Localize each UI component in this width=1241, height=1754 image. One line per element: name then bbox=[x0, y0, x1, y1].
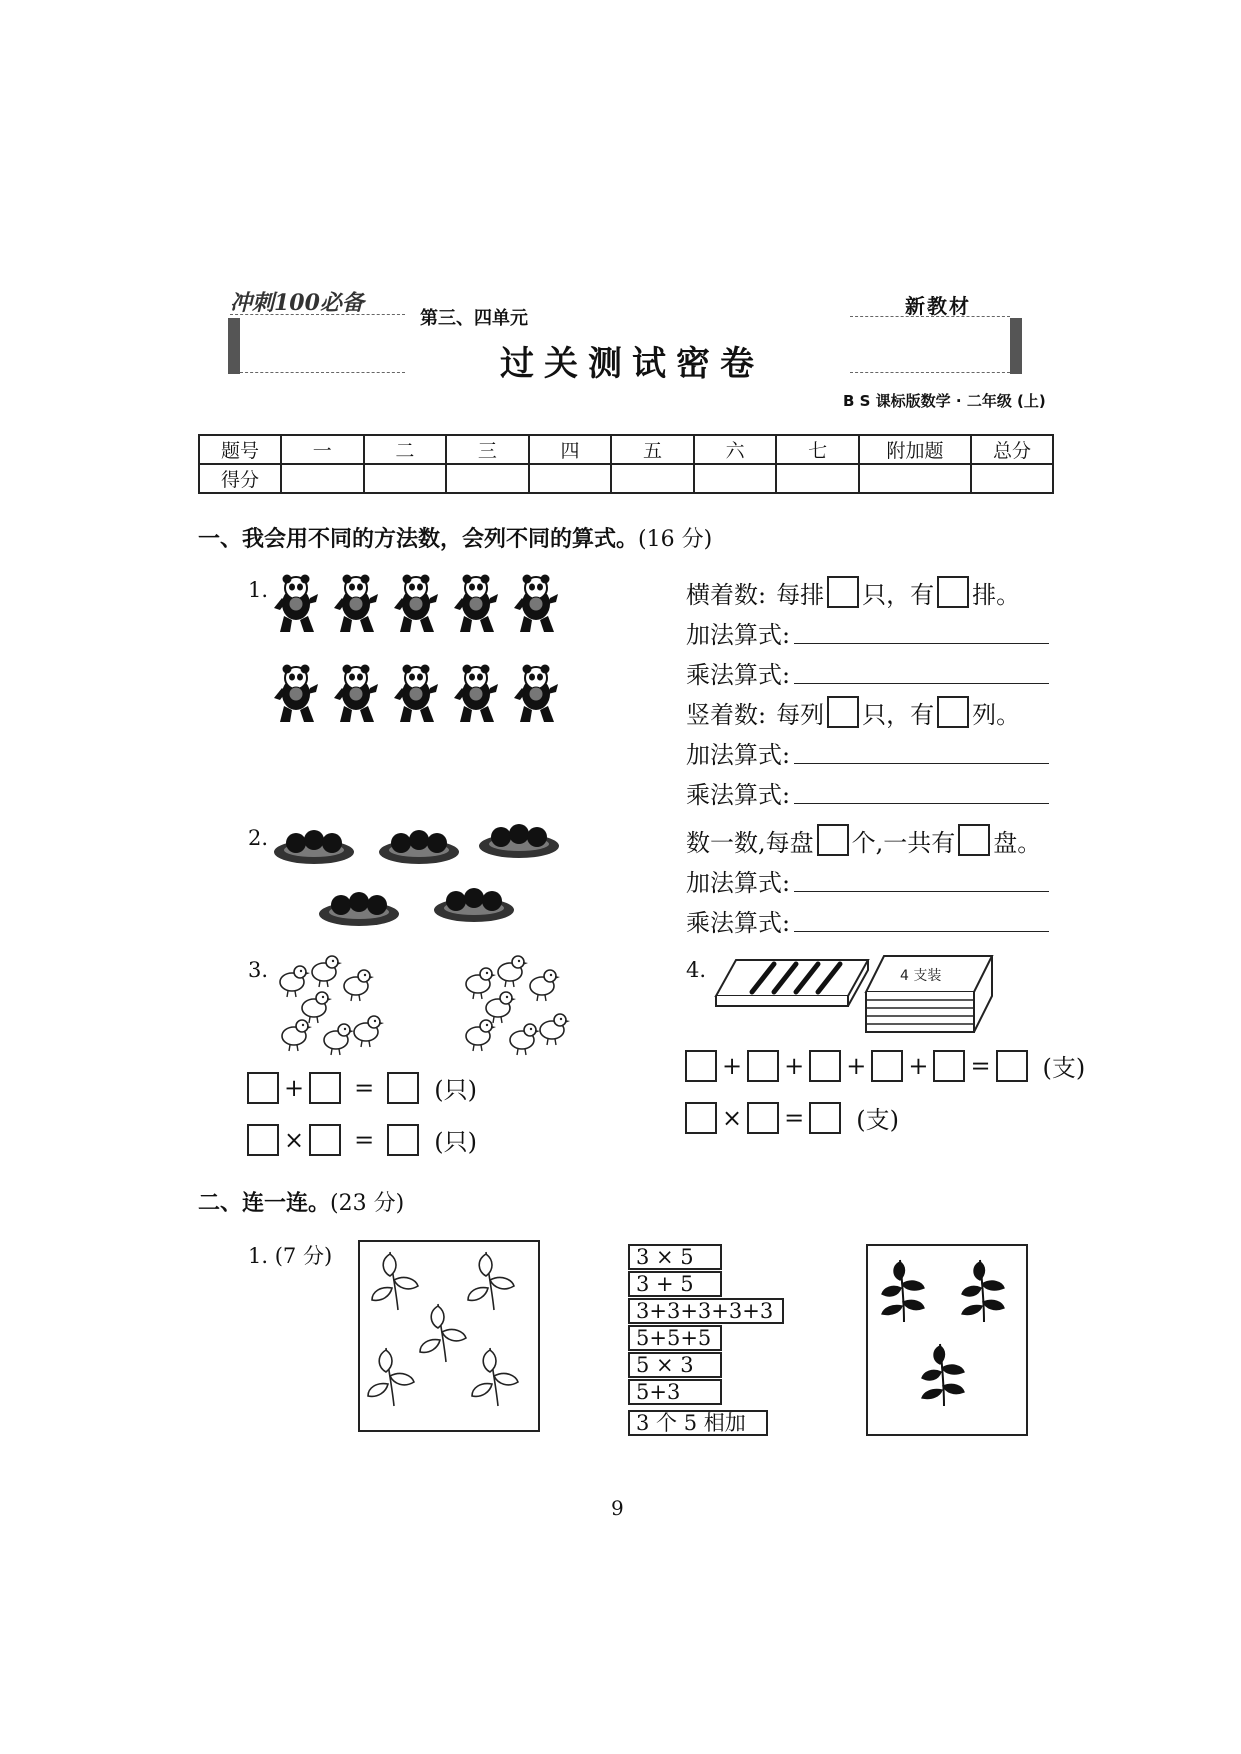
answer-box[interactable] bbox=[827, 576, 859, 608]
table-header-cell: 题号 bbox=[199, 435, 281, 464]
unit-label: (支) bbox=[1042, 1054, 1086, 1082]
table-row bbox=[199, 435, 1053, 464]
question-number: 1. (7 分) bbox=[248, 1244, 333, 1268]
score-cell[interactable] bbox=[859, 464, 971, 493]
leaf-solid-icon bbox=[868, 1246, 1026, 1434]
divider bbox=[230, 314, 405, 315]
score-cell[interactable] bbox=[776, 464, 859, 493]
plus-sign: + bbox=[846, 1051, 867, 1080]
answer-box[interactable] bbox=[747, 1050, 779, 1082]
prompt-text: 加法算式: bbox=[686, 740, 791, 769]
multiplication-equation bbox=[244, 1122, 477, 1157]
prompt-text: 每盘 bbox=[765, 828, 814, 857]
chicks-illustration bbox=[278, 952, 578, 1062]
prompt-text: 竖着数: bbox=[686, 700, 767, 729]
expression-card[interactable]: 5 × 3 bbox=[628, 1352, 722, 1378]
answer-line[interactable] bbox=[794, 661, 1049, 684]
answer-line[interactable] bbox=[794, 741, 1049, 764]
table-header-cell: 六 bbox=[694, 435, 777, 464]
expression-card[interactable]: 3 个 5 相加 bbox=[628, 1410, 768, 1436]
answer-box[interactable] bbox=[809, 1102, 841, 1134]
question-number: 3. bbox=[248, 958, 269, 982]
times-sign: × bbox=[722, 1103, 743, 1132]
answer-box[interactable] bbox=[247, 1072, 279, 1104]
prompt-text: 加法算式: bbox=[686, 620, 791, 649]
prompt-text: 乘法算式: bbox=[686, 908, 791, 937]
answer-box[interactable] bbox=[933, 1050, 965, 1082]
equals-sign: = bbox=[354, 1073, 375, 1102]
addition-line bbox=[686, 860, 1076, 900]
addition-equation bbox=[682, 1048, 1085, 1083]
score-cell[interactable] bbox=[694, 464, 777, 493]
equals-sign: = bbox=[784, 1103, 805, 1132]
score-cell[interactable] bbox=[446, 464, 529, 493]
multiplication-line bbox=[686, 652, 1066, 692]
leaf-outline-icon bbox=[360, 1242, 538, 1430]
answer-box[interactable] bbox=[937, 576, 969, 608]
times-sign: × bbox=[284, 1125, 305, 1154]
plus-sign: + bbox=[908, 1051, 929, 1080]
equals-sign: = bbox=[970, 1051, 991, 1080]
page-number: 9 bbox=[611, 1496, 624, 1520]
prompt-text: 一共有 bbox=[883, 828, 956, 857]
prompt-text: 列。 bbox=[972, 700, 1021, 729]
prompt-text: 盘。 bbox=[993, 828, 1042, 857]
answer-box[interactable] bbox=[309, 1124, 341, 1156]
equals-sign: = bbox=[354, 1125, 375, 1154]
prompt-text: 排。 bbox=[972, 580, 1021, 609]
question-1-answers bbox=[686, 572, 1066, 812]
divider bbox=[850, 372, 1010, 373]
prompt-text: 横着数: bbox=[686, 580, 767, 609]
score-table bbox=[198, 434, 1054, 494]
prompt-text: 加法算式: bbox=[686, 868, 791, 897]
prompt-text: 乘法算式: bbox=[686, 780, 791, 809]
answer-box[interactable] bbox=[958, 824, 990, 856]
question-2-answers bbox=[686, 820, 1076, 940]
unit-label: (只) bbox=[434, 1128, 477, 1156]
table-header-cell: 四 bbox=[529, 435, 612, 464]
leaf-solid-frame bbox=[866, 1244, 1028, 1436]
answer-box[interactable] bbox=[996, 1050, 1028, 1082]
answer-box[interactable] bbox=[387, 1124, 419, 1156]
unit-label: 第三、四单元 bbox=[420, 308, 528, 329]
answer-box[interactable] bbox=[685, 1102, 717, 1134]
section-2-points: (23 分) bbox=[330, 1191, 405, 1216]
table-row-label: 得分 bbox=[199, 464, 281, 493]
plates-illustration bbox=[274, 820, 574, 935]
prompt-text: 只，有 bbox=[862, 700, 935, 729]
leaf-outline-frame bbox=[358, 1240, 540, 1432]
answer-box[interactable] bbox=[809, 1050, 841, 1082]
unit-label: (只) bbox=[434, 1076, 477, 1104]
answer-box[interactable] bbox=[827, 696, 859, 728]
score-cell[interactable] bbox=[281, 464, 364, 493]
addition-equation bbox=[244, 1070, 477, 1105]
question-number: 4. bbox=[686, 958, 707, 982]
addition-line bbox=[686, 612, 1066, 652]
answer-box[interactable] bbox=[871, 1050, 903, 1082]
plus-sign: + bbox=[284, 1073, 305, 1102]
answer-line[interactable] bbox=[794, 909, 1049, 932]
edition-label: 新教材 bbox=[905, 294, 971, 318]
prompt-text: 只，有 bbox=[862, 580, 935, 609]
expression-card[interactable]: 5+3 bbox=[628, 1379, 722, 1405]
grade-subtitle: B S 课标版数学 · 二年级 (上) bbox=[843, 392, 1046, 410]
score-cell[interactable] bbox=[364, 464, 447, 493]
plus-sign: + bbox=[784, 1051, 805, 1080]
table-header-cell: 七 bbox=[776, 435, 859, 464]
score-cell[interactable] bbox=[611, 464, 694, 493]
multiplication-equation bbox=[682, 1100, 899, 1135]
answer-box[interactable] bbox=[747, 1102, 779, 1134]
count-line bbox=[686, 820, 1076, 860]
expression-card[interactable]: 3 + 5 bbox=[628, 1271, 722, 1297]
prompt-text: 个, bbox=[851, 828, 884, 857]
table-row bbox=[199, 464, 1053, 493]
pack-label: 4 支装 bbox=[900, 968, 942, 984]
score-cell[interactable] bbox=[971, 464, 1053, 493]
section-2-text: 二、连一连。 bbox=[198, 1190, 331, 1216]
column-count-line bbox=[686, 692, 1066, 732]
answer-line[interactable] bbox=[794, 869, 1049, 892]
table-header-cell: 二 bbox=[364, 435, 447, 464]
row-count-line bbox=[686, 572, 1066, 612]
multiplication-line bbox=[686, 900, 1076, 940]
section-1-points: (16 分) bbox=[638, 527, 713, 552]
table-header-cell: 三 bbox=[446, 435, 529, 464]
expression-card[interactable]: 3 × 5 bbox=[628, 1244, 722, 1270]
table-header-cell: 附加题 bbox=[859, 435, 971, 464]
series-brand: 冲刺100必备 bbox=[230, 290, 364, 316]
score-cell[interactable] bbox=[529, 464, 612, 493]
header-bar-left bbox=[228, 318, 240, 374]
unit-label: (支) bbox=[856, 1106, 899, 1134]
multiplication-line bbox=[686, 772, 1066, 812]
header-bar-right bbox=[1010, 318, 1022, 374]
panda-illustration bbox=[272, 572, 582, 742]
answer-line[interactable] bbox=[794, 781, 1049, 804]
divider bbox=[240, 372, 405, 373]
prompt-text: 每排 bbox=[776, 580, 825, 609]
table-header-cell: 五 bbox=[611, 435, 694, 464]
page-title: 过关测试密卷 bbox=[500, 344, 764, 384]
question-number: 1. bbox=[248, 578, 269, 602]
answer-box[interactable] bbox=[309, 1072, 341, 1104]
pencil-packs-icon bbox=[858, 952, 998, 1038]
expression-card[interactable]: 3+3+3+3+3 bbox=[628, 1298, 784, 1324]
table-header-cell: 一 bbox=[281, 435, 364, 464]
table-header-cell: 总分 bbox=[971, 435, 1053, 464]
prompt-text: 每列 bbox=[776, 700, 825, 729]
divider bbox=[850, 316, 1010, 317]
answer-line[interactable] bbox=[794, 621, 1049, 644]
expression-card[interactable]: 5+5+5 bbox=[628, 1325, 722, 1351]
answer-box[interactable] bbox=[817, 824, 849, 856]
prompt-text: 乘法算式: bbox=[686, 660, 791, 689]
addition-line bbox=[686, 732, 1066, 772]
pencil-box-icon bbox=[712, 952, 872, 1014]
section-1-text: 一、我会用不同的方法数，会列不同的算式。 bbox=[198, 526, 639, 552]
plus-sign: + bbox=[722, 1051, 743, 1080]
answer-box[interactable] bbox=[685, 1050, 717, 1082]
answer-box[interactable] bbox=[937, 696, 969, 728]
section-2-title bbox=[198, 1186, 404, 1217]
prompt-text: 数一数, bbox=[686, 828, 766, 857]
answer-box[interactable] bbox=[387, 1072, 419, 1104]
section-1-title bbox=[198, 522, 712, 553]
answer-box[interactable] bbox=[247, 1124, 279, 1156]
question-number: 2. bbox=[248, 826, 269, 850]
